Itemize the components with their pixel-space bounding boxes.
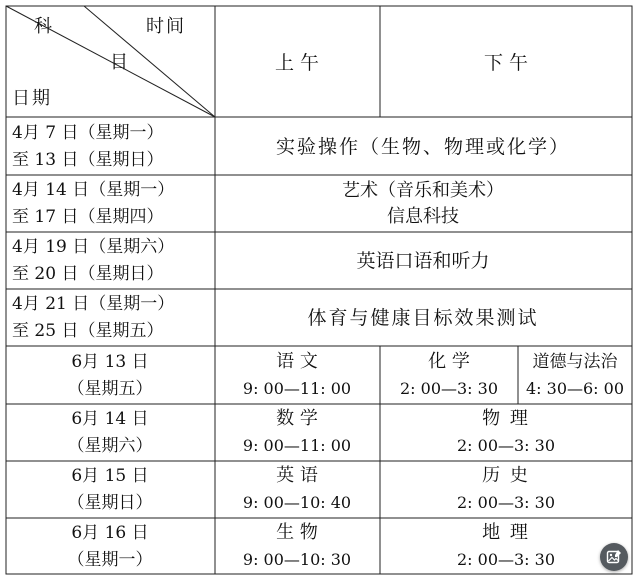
exam-weekday: （星期五）	[67, 379, 153, 399]
exam-morning-time: 9: 00—11: 00	[242, 379, 352, 398]
row-activity: 英语口语和听力	[356, 250, 490, 272]
exam-date: 6月 14 日	[71, 409, 149, 429]
image-edit-icon[interactable]	[600, 543, 628, 571]
row-date-line2: 至 13 日（星期日）	[12, 150, 164, 170]
header-mu-label: 目	[110, 52, 128, 73]
exam-date: 6月 15 日	[71, 466, 149, 486]
exam-afternoon-subject: 物 理	[482, 408, 530, 429]
row-date-line1: 4月 19 日（星期六）	[12, 237, 175, 257]
row-date-line2: 至 25 日（星期五）	[12, 321, 164, 341]
exam-morning-time: 9: 00—11: 00	[242, 436, 352, 455]
exam-morning-subject: 生 物	[276, 522, 318, 543]
exam-morning-subject: 数 学	[276, 408, 318, 429]
row-activity-line1: 艺术（音乐和美术）	[342, 180, 504, 201]
row-date-line2: 至 20 日（星期日）	[12, 264, 164, 284]
image-edit-glyph	[606, 549, 622, 565]
exam-morning-time: 9: 00—10: 40	[242, 493, 352, 512]
exam-afternoon-time: 2: 00—3: 30	[456, 436, 556, 455]
exam-afternoon-time: 2: 00—3: 30	[456, 550, 556, 569]
exam-evening-subject: 道德与法治	[532, 352, 618, 372]
header-time-label: 时间	[146, 16, 186, 37]
row-activity: 体育与健康目标效果测试	[307, 307, 539, 329]
row-date-line1: 4月 7 日（星期一）	[12, 123, 164, 143]
exam-weekday: （星期一）	[67, 550, 153, 570]
row-activity-line2: 信息科技	[387, 206, 459, 227]
header-morning: 上 午	[274, 52, 320, 74]
exam-date: 6月 16 日	[71, 523, 149, 543]
exam-weekday: （星期日）	[67, 493, 153, 513]
exam-afternoon-subject: 化 学	[428, 351, 470, 372]
exam-weekday: （星期六）	[67, 436, 153, 456]
exam-afternoon-subject: 历 史	[482, 465, 530, 486]
header-subject-label: 科	[34, 16, 52, 37]
row-date-line2: 至 17 日（星期四）	[12, 207, 164, 227]
header-date-label: 日期	[12, 88, 52, 109]
row-date-line1: 4月 14 日（星期一）	[12, 180, 175, 200]
exam-afternoon-time: 2: 00—3: 30	[399, 379, 499, 398]
exam-morning-time: 9: 00—10: 30	[242, 550, 352, 569]
exam-date: 6月 13 日	[71, 352, 149, 372]
exam-afternoon-time: 2: 00—3: 30	[456, 493, 556, 512]
exam-afternoon-subject: 地 理	[482, 522, 530, 543]
row-date-line1: 4月 21 日（星期一）	[12, 294, 175, 314]
row-activity: 实验操作（生物、物理或化学）	[275, 136, 571, 158]
exam-morning-subject: 英 语	[276, 465, 318, 486]
header-afternoon: 下 午	[483, 52, 529, 74]
exam-morning-subject: 语 文	[276, 351, 318, 372]
table-border	[6, 6, 632, 574]
exam-evening-time: 4: 30—6: 00	[525, 379, 625, 398]
